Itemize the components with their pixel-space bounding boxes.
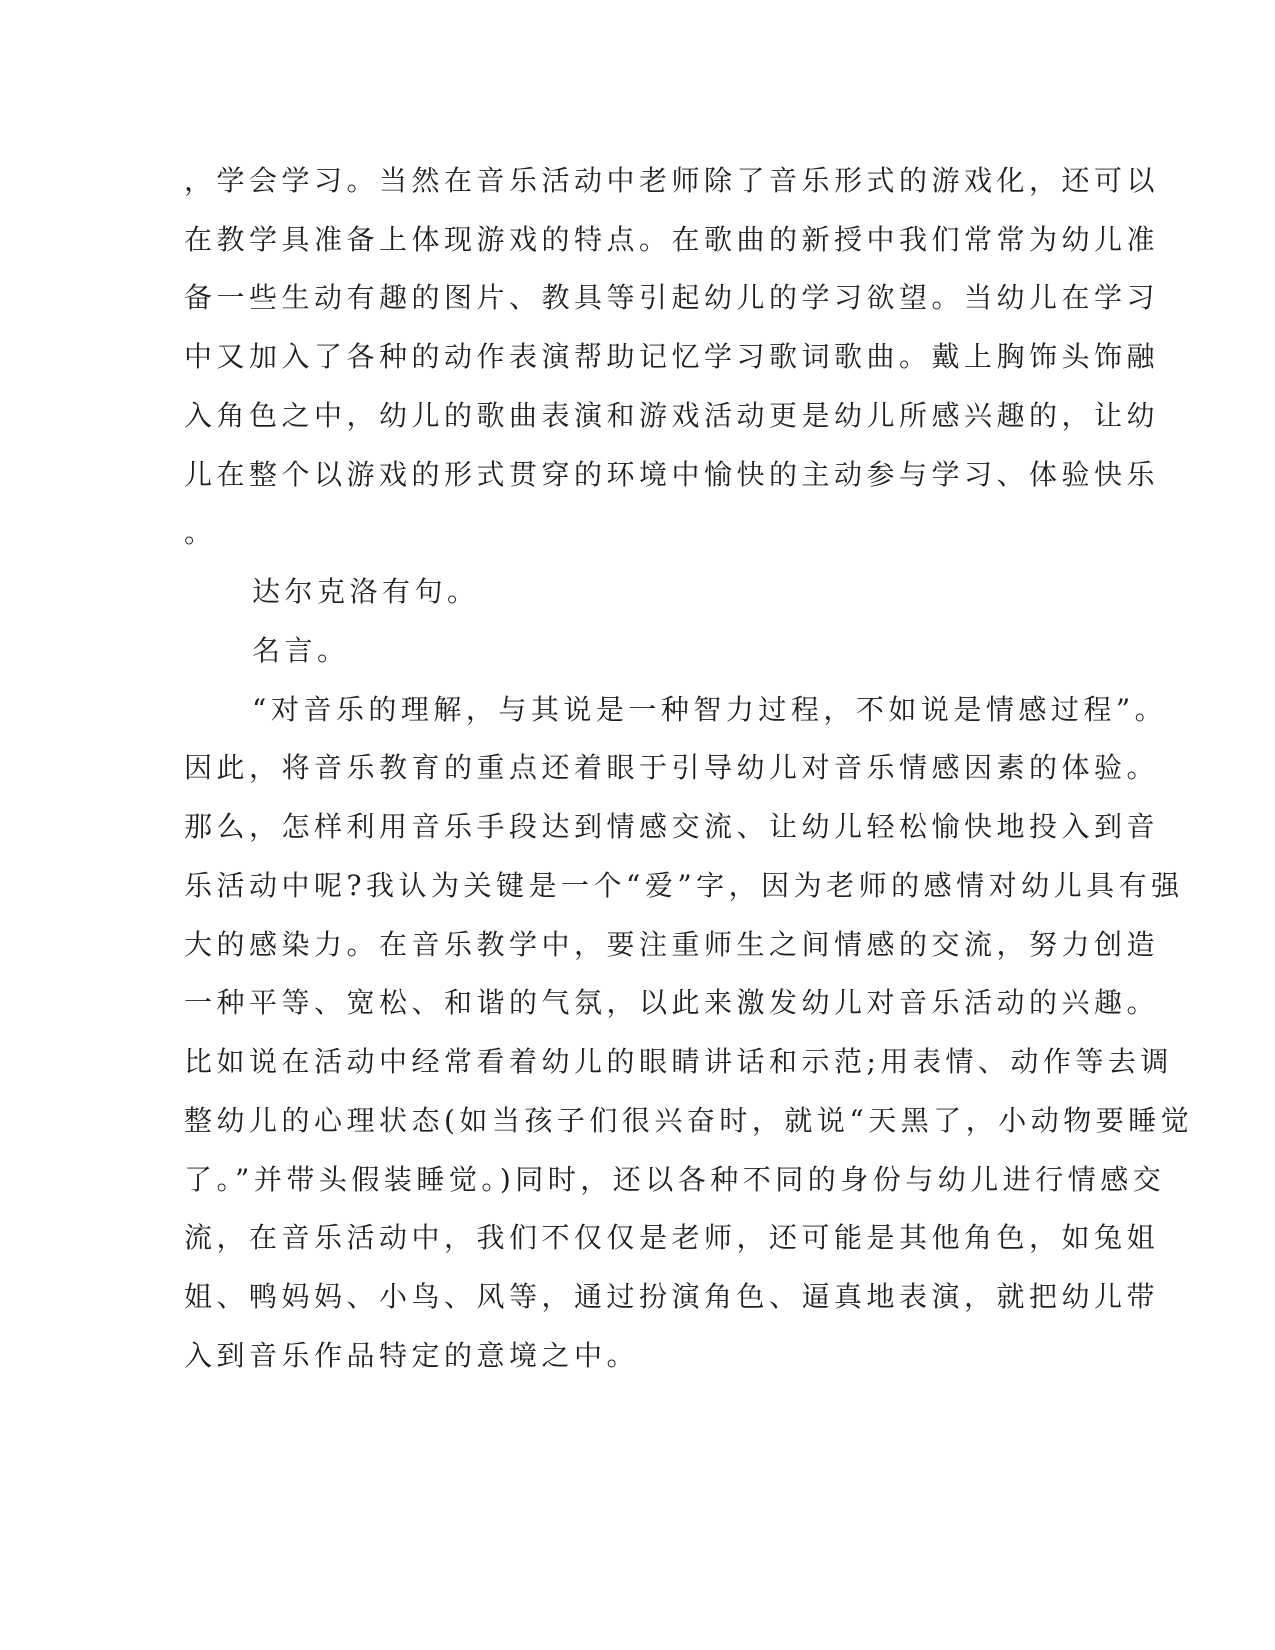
- text-line: 大的感染力。在音乐教学中，要注重师生之间情感的交流，努力创造: [184, 928, 1160, 961]
- text-line: 入到音乐作品特定的意境之中。: [184, 1339, 640, 1372]
- text-line: 流，在音乐活动中，我们不仅仅是老师，还可能是其他角色，如兔姐: [184, 1221, 1160, 1254]
- text-line: 中又加入了各种的动作表演帮助记忆学习歌词歌曲。戴上胸饰头饰融: [184, 340, 1160, 373]
- text-line: 名言。: [252, 634, 350, 667]
- text-line: ，学会学习。当然在音乐活动中老师除了音乐形式的游戏化，还可以: [184, 164, 1160, 197]
- text-line: 备一些生动有趣的图片、教具等引起幼儿的学习欲望。当幼儿在学习: [184, 281, 1160, 314]
- text-line: 儿在整个以游戏的形式贯穿的环境中愉快的主动参与学习、体验快乐: [184, 458, 1160, 491]
- text-line: 一种平等、宽松、和谐的气氛，以此来激发幼儿对音乐活动的兴趣。: [184, 986, 1160, 1019]
- text-line: 乐活动中呢?我认为关键是一个“爱”字，因为老师的感情对幼儿具有强: [184, 869, 1184, 902]
- text-line: 了。”并带头假装睡觉。)同时，还以各种不同的身份与幼儿进行情感交: [184, 1163, 1166, 1196]
- text-line: 因此，将音乐教育的重点还着眼于引导幼儿对音乐情感因素的体验。: [184, 751, 1160, 784]
- text-line: 在教学具准备上体现游戏的特点。在歌曲的新授中我们常常为幼儿准: [184, 223, 1160, 256]
- text-line: 那么，怎样利用音乐手段达到情感交流、让幼儿轻松愉快地投入到音: [184, 810, 1160, 843]
- text-line: 姐、鸭妈妈、小鸟、风等，通过扮演角色、逼真地表演，就把幼儿带: [184, 1280, 1160, 1313]
- text-line: 整幼儿的心理状态(如当孩子们很兴奋时，就说“天黑了，小动物要睡觉: [184, 1104, 1194, 1137]
- text-line: 入角色之中，幼儿的歌曲表演和游戏活动更是幼儿所感兴趣的，让幼: [184, 399, 1160, 432]
- text-line: 比如说在活动中经常看着幼儿的眼睛讲话和示范;用表情、动作等去调: [184, 1045, 1173, 1078]
- text-line: 达尔克洛有句。: [252, 575, 480, 608]
- text-line: 。: [184, 516, 217, 549]
- text-line: “对音乐的理解，与其说是一种智力过程，不如说是情感过程”。: [252, 693, 1168, 726]
